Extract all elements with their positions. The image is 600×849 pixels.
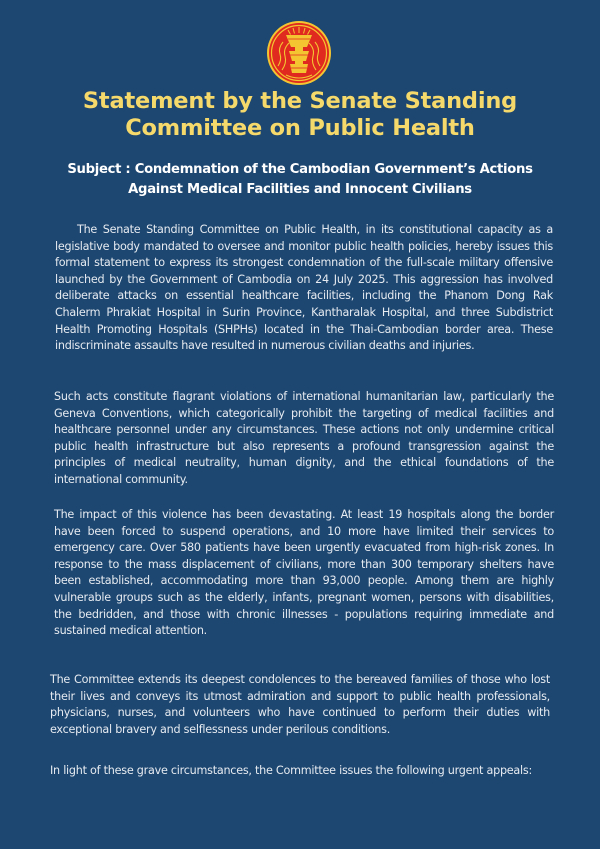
paragraph-appeals-intro: In light of these grave circumstances, the Committee issues the following urgent appeals:	[50, 764, 532, 777]
paragraph-impact: The impact of this violence has been devastating. At least 19 hospitals along the border have been forced to suspend operations, and 10 more have limited their services to emergency care. Over 580 patients have been urgently evacuated from high-risk zones. In response to the mass displacement of civilians, more than 300 temporary shelters have been established, accommodating more than 93,000 people. Among them are highly vulnerable groups such as the elderly, infants, pregnant women, persons with disabilities, the bedridden, and those with chronic illnesses - populations requiring immediate and sustained medical attention.	[54, 508, 554, 638]
paragraph-violations: Such acts constitute flagrant violations of international humanitarian law, particularly the Geneva Conventions, which categorically prohibit the targeting of medical facilities and healthcare personnel under any circumstances. These actions not only undermine critical public health infrastructure but also represents a profound transgression against the principles of medical neutrality, human dignity, and the ethical foundations of the international community.	[54, 390, 554, 486]
thai-parliament-emblem-icon	[266, 20, 332, 86]
title-line-1: Statement by the Senate Standing	[82, 88, 518, 114]
paragraph-condolences: The Committee extends its deepest condolences to the bereaved families of those who lost their lives and conveys its utmost admiration and support to public health professionals, physicians, nurses, and volunteers who have continued to perform their duties with exceptional bravery and selflessness under perilous conditions.	[50, 673, 550, 736]
page-title	[0, 88, 600, 142]
title-line-2: Committee on Public Health	[125, 115, 475, 141]
subject-line-1: Subject : Condemnation of the Cambodian Government’s Actions	[67, 162, 533, 177]
subject-line-2: Against Medical Facilities and Innocent Civilians	[128, 182, 472, 197]
paragraph-intro: The Senate Standing Committee on Public Health, in its constitutional capacity as a legislative body mandated to oversee and monitor public health policies, hereby issues this formal statement to express its strongest condemnation of the full-scale military offensive launched by the Government of Cambodia on 24 July 2025. This aggression has involved deliberate attacks on essential healthcare facilities, including the Phanom Dong Rak Chalerm Phrakiat Hospital in Surin Province, Kantharalak Hospital, and three Subdistrict Health Promoting Hospitals (SHPHs) located in the Thai-Cambodian border area. These indiscriminate assaults have resulted in numerous civilian deaths and injuries.	[55, 223, 553, 353]
subject-heading	[0, 160, 600, 200]
